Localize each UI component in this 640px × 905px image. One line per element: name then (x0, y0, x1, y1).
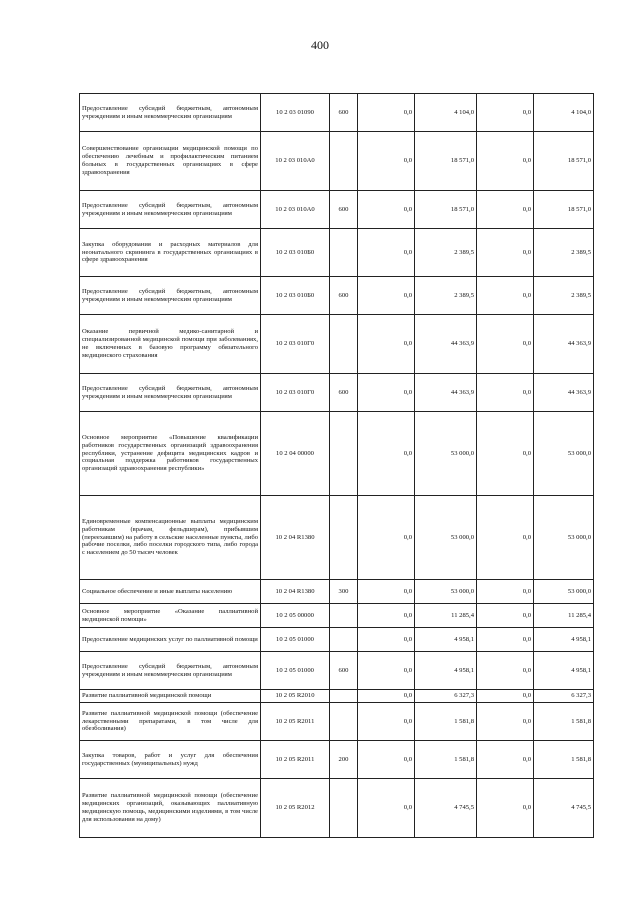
row-code: 10 2 04 00000 (261, 412, 330, 496)
table-row (80, 604, 594, 628)
row-value-1: 0,0 (358, 604, 415, 628)
table-row (80, 374, 594, 412)
row-value-4: 4 104,0 (534, 94, 594, 132)
row-value-4: 4 958,1 (534, 628, 594, 652)
row-name: Закупка товаров, работ и услуг для обеспечения государственных (муниципальных) нужд (80, 741, 261, 779)
row-value-4: 2 389,5 (534, 229, 594, 277)
row-value-1: 0,0 (358, 315, 415, 374)
table-row (80, 412, 594, 496)
row-name: Предоставление субсидий бюджетным, автономным учреждениям и иным некоммерческим организациям (80, 652, 261, 690)
row-value-2: 53 000,0 (415, 412, 477, 496)
table-row (80, 229, 594, 277)
row-value-1: 0,0 (358, 412, 415, 496)
row-value-3: 0,0 (477, 277, 534, 315)
row-code: 10 2 05 01000 (261, 652, 330, 690)
row-code: 10 2 05 R2011 (261, 741, 330, 779)
row-value-1: 0,0 (358, 132, 415, 191)
row-value-3: 0,0 (477, 191, 534, 229)
row-name: Предоставление медицинских услуг по паллиативной помощи (80, 628, 261, 652)
row-value-2: 1 581,8 (415, 741, 477, 779)
row-value-2: 11 285,4 (415, 604, 477, 628)
row-value-3: 0,0 (477, 604, 534, 628)
row-value-1: 0,0 (358, 496, 415, 580)
row-expense-type: 600 (330, 94, 358, 132)
row-value-1: 0,0 (358, 229, 415, 277)
row-value-1: 0,0 (358, 779, 415, 838)
row-value-1: 0,0 (358, 741, 415, 779)
row-value-2: 18 571,0 (415, 132, 477, 191)
row-value-2: 53 000,0 (415, 580, 477, 604)
row-name: Закупка оборудования и расходных материалов для неонатального скрининга в государственных организациях в сфере здравоохранения (80, 229, 261, 277)
row-code: 10 2 03 010Г0 (261, 315, 330, 374)
row-name: Совершенствование организации медицинской помощи по обеспечению лечебным и профилактическим питанием больных в государственных организациях в сфере здравоохранения (80, 132, 261, 191)
row-value-3: 0,0 (477, 652, 534, 690)
row-name: Основное мероприятие «Оказание паллиативной медицинской помощи» (80, 604, 261, 628)
row-value-2: 53 000,0 (415, 496, 477, 580)
row-value-3: 0,0 (477, 94, 534, 132)
row-value-3: 0,0 (477, 132, 534, 191)
row-value-1: 0,0 (358, 277, 415, 315)
row-value-1: 0,0 (358, 703, 415, 741)
row-code: 10 2 04 R1380 (261, 580, 330, 604)
row-value-2: 44 363,9 (415, 374, 477, 412)
row-value-2: 2 389,5 (415, 277, 477, 315)
row-expense-type (330, 779, 358, 838)
budget-table (79, 93, 594, 838)
row-value-2: 4 958,1 (415, 628, 477, 652)
row-name: Развитие паллиативной медицинской помощи (обеспечение медицинских организаций, оказывающих паллиативную медицинскую помощь, медицинскими изделиями, в том числе для использования на дому) (80, 779, 261, 838)
row-value-3: 0,0 (477, 580, 534, 604)
row-value-1: 0,0 (358, 628, 415, 652)
row-name: Предоставление субсидий бюджетным, автономным учреждениям и иным некоммерческим организациям (80, 277, 261, 315)
row-value-4: 4 958,1 (534, 652, 594, 690)
table-row (80, 741, 594, 779)
table-row (80, 94, 594, 132)
table-row (80, 652, 594, 690)
row-value-4: 18 571,0 (534, 132, 594, 191)
row-value-4: 44 363,9 (534, 374, 594, 412)
row-value-4: 53 000,0 (534, 580, 594, 604)
row-name: Основное мероприятие «Повышение квалификации работников государственных организаций здравоохранения республики, устранение дефицита медицинских кадров и социальная поддержка работников государственных организаций здравоохранения республики» (80, 412, 261, 496)
row-expense-type (330, 496, 358, 580)
row-value-4: 4 745,5 (534, 779, 594, 838)
row-value-2: 1 581,8 (415, 703, 477, 741)
row-code: 10 2 03 010А0 (261, 132, 330, 191)
row-name: Социальное обеспечение и иные выплаты населению (80, 580, 261, 604)
row-value-4: 53 000,0 (534, 412, 594, 496)
row-value-1: 0,0 (358, 374, 415, 412)
row-value-4: 1 581,8 (534, 741, 594, 779)
table-row (80, 132, 594, 191)
row-value-4: 6 327,3 (534, 690, 594, 703)
row-code: 10 2 03 010Б0 (261, 229, 330, 277)
row-value-4: 53 000,0 (534, 496, 594, 580)
page-number: 400 (311, 38, 329, 52)
row-value-3: 0,0 (477, 374, 534, 412)
row-value-2: 18 571,0 (415, 191, 477, 229)
row-value-1: 0,0 (358, 191, 415, 229)
row-code: 10 2 05 01000 (261, 628, 330, 652)
row-value-2: 2 389,5 (415, 229, 477, 277)
row-value-3: 0,0 (477, 229, 534, 277)
row-expense-type: 600 (330, 374, 358, 412)
row-value-2: 44 363,9 (415, 315, 477, 374)
row-value-1: 0,0 (358, 652, 415, 690)
row-name: Предоставление субсидий бюджетным, автономным учреждениям и иным некоммерческим организациям (80, 94, 261, 132)
row-name: Единовременные компенсационные выплаты медицинским работникам (врачам, фельдшерам), прибывшим (переехавшим) на работу в сельские населенные пункты, либо рабочие поселки, либо поселки городского типа, либо города с населением до 50 тысяч человек (80, 496, 261, 580)
row-expense-type: 300 (330, 580, 358, 604)
row-expense-type (330, 412, 358, 496)
row-value-1: 0,0 (358, 580, 415, 604)
row-value-1: 0,0 (358, 690, 415, 703)
row-value-2: 4 958,1 (415, 652, 477, 690)
row-name: Развитие паллиативной медицинской помощи (80, 690, 261, 703)
row-expense-type (330, 604, 358, 628)
row-value-3: 0,0 (477, 779, 534, 838)
row-value-4: 18 571,0 (534, 191, 594, 229)
row-code: 10 2 05 R2012 (261, 779, 330, 838)
row-name: Оказание первичной медико-санитарной и специализированной медицинской помощи при заболеваниях, не включенных в базовую программу обязательного медицинского страхования (80, 315, 261, 374)
row-value-3: 0,0 (477, 496, 534, 580)
row-expense-type: 200 (330, 741, 358, 779)
row-code: 10 2 05 00000 (261, 604, 330, 628)
row-code: 10 2 03 010Г0 (261, 374, 330, 412)
row-value-3: 0,0 (477, 703, 534, 741)
row-value-3: 0,0 (477, 315, 534, 374)
row-value-4: 2 389,5 (534, 277, 594, 315)
row-code: 10 2 03 01090 (261, 94, 330, 132)
row-value-3: 0,0 (477, 412, 534, 496)
table-row (80, 580, 594, 604)
row-expense-type: 600 (330, 652, 358, 690)
table-row (80, 277, 594, 315)
row-expense-type: 600 (330, 191, 358, 229)
row-expense-type (330, 229, 358, 277)
row-expense-type (330, 690, 358, 703)
row-value-2: 6 327,3 (415, 690, 477, 703)
row-expense-type (330, 703, 358, 741)
row-value-2: 4 104,0 (415, 94, 477, 132)
row-value-4: 1 581,8 (534, 703, 594, 741)
table-row (80, 703, 594, 741)
table-row (80, 628, 594, 652)
row-value-4: 11 285,4 (534, 604, 594, 628)
table-row (80, 191, 594, 229)
row-expense-type (330, 628, 358, 652)
row-code: 10 2 05 R2011 (261, 703, 330, 741)
row-name: Развитие паллиативной медицинской помощи (обеспечение лекарственными препаратами, в том числе для обезболивания) (80, 703, 261, 741)
table-row (80, 496, 594, 580)
row-name: Предоставление субсидий бюджетным, автономным учреждениям и иным некоммерческим организациям (80, 191, 261, 229)
table-row (80, 690, 594, 703)
row-value-4: 44 363,9 (534, 315, 594, 374)
table-row (80, 315, 594, 374)
row-value-3: 0,0 (477, 690, 534, 703)
row-expense-type: 600 (330, 277, 358, 315)
table-row (80, 779, 594, 838)
row-expense-type (330, 132, 358, 191)
row-code: 10 2 03 010А0 (261, 191, 330, 229)
row-value-3: 0,0 (477, 741, 534, 779)
row-value-3: 0,0 (477, 628, 534, 652)
row-expense-type (330, 315, 358, 374)
row-value-1: 0,0 (358, 94, 415, 132)
row-code: 10 2 05 R2010 (261, 690, 330, 703)
row-code: 10 2 03 010Б0 (261, 277, 330, 315)
row-code: 10 2 04 R1380 (261, 496, 330, 580)
budget-table-body (80, 94, 594, 838)
row-name: Предоставление субсидий бюджетным, автономным учреждениям и иным некоммерческим организациям (80, 374, 261, 412)
row-value-2: 4 745,5 (415, 779, 477, 838)
